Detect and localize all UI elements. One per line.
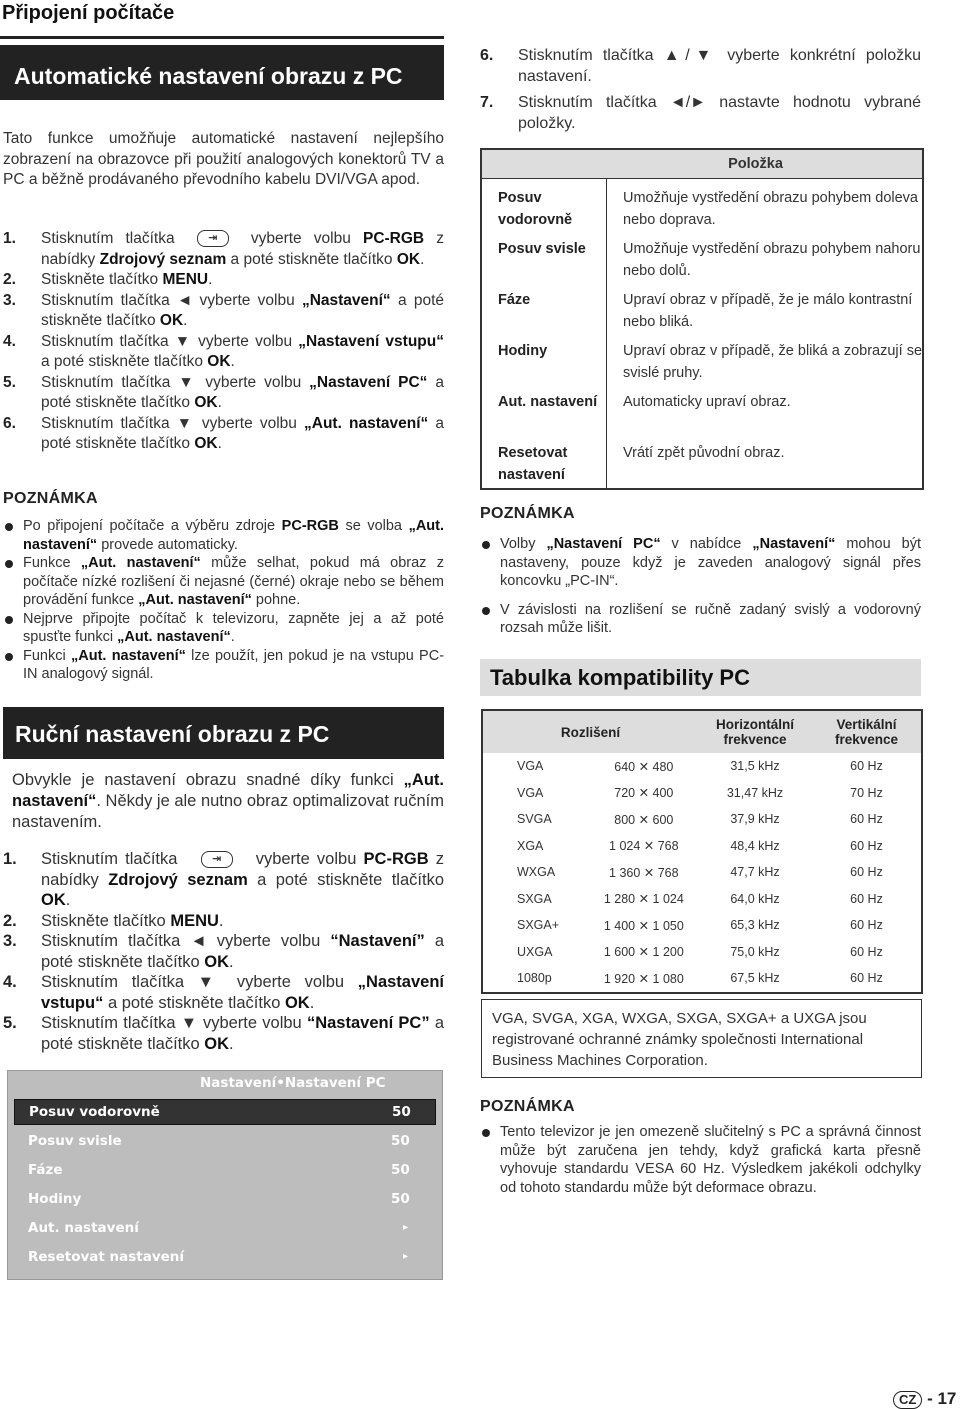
note-bold: „Nastavení“	[752, 536, 836, 552]
cell-h: 67,5 kHz	[730, 971, 780, 986]
cell-v: 60 Hz	[850, 971, 883, 986]
note-bold: „Nastavení PC“	[546, 536, 661, 552]
table-key: Fáze	[481, 284, 607, 335]
step-number: 4.	[3, 332, 16, 350]
table-row	[482, 806, 922, 833]
cell-res: 1 920 ✕ 1 080	[603, 971, 684, 986]
menu-title: Nastavení•Nastavení PC	[200, 1075, 386, 1091]
step-text: .	[218, 911, 224, 930]
step-number: 2.	[3, 271, 16, 288]
step-bold: „Nastavení“	[301, 291, 391, 309]
cell-h: 31,5 kHz	[730, 759, 780, 774]
step-bold: MENU	[162, 271, 209, 288]
intro-text: . Někdy je ale nutno obraz optimalizovat ručním nastavením.	[12, 792, 444, 831]
step-text: a poté stiskněte tlačítko	[41, 414, 444, 452]
items-table-header: Položka	[481, 149, 923, 179]
note-text: pohne.	[255, 592, 301, 608]
menu-row-label: Fáze	[28, 1162, 63, 1178]
auto-step-5	[3, 373, 444, 414]
note-bold: „Aut. nastavení“	[138, 592, 252, 608]
page-title: Připojení počítače	[2, 2, 175, 24]
cell-v: 60 Hz	[850, 944, 883, 959]
right-note-1	[480, 535, 921, 591]
table-row	[482, 965, 922, 993]
note-bold: „Aut. nastavení“	[71, 647, 186, 664]
table-value: Upraví obraz v případě, že je málo kontrastní nebo bliká.	[623, 292, 913, 330]
cell-mode: 1080p	[517, 971, 552, 986]
step-text: .	[229, 952, 234, 971]
bottom-notes	[480, 1123, 921, 1197]
step-number: 5.	[3, 1014, 17, 1032]
step-bold: Zdrojový seznam	[108, 870, 248, 889]
menu-row-label: Hodiny	[28, 1191, 82, 1207]
table-row	[481, 335, 923, 386]
table-value: Umožňuje vystředění obrazu pohybem doleva nebo doprava.	[623, 190, 918, 228]
col-resolution: Rozlišení	[482, 710, 698, 753]
step-text: z nabídky	[41, 850, 445, 889]
table-row	[481, 284, 923, 335]
table-value: Vrátí zpět původní obraz.	[623, 445, 785, 461]
step-bold: PC-RGB	[363, 850, 429, 868]
step-bold: OK	[194, 435, 218, 452]
manual-steps	[3, 849, 444, 1054]
col-vertical: Vertikální frekvence	[812, 710, 922, 753]
cell-mode: VGA	[517, 785, 544, 800]
table-row	[482, 780, 922, 807]
step-text: Stisknutím tlačítka ◄ vyberte volbu	[41, 291, 295, 309]
note-text: lze použít, jen pokud je na vstupu PC-IN analogový signál.	[23, 647, 445, 682]
cell-mode: VGA	[517, 759, 544, 774]
step-bold: OK	[159, 312, 184, 329]
table-row	[481, 233, 923, 284]
step-text: Stiskněte tlačítko	[41, 271, 159, 288]
note-text: .	[230, 629, 235, 645]
menu-row-label: Posuv vodorovně	[29, 1104, 160, 1120]
right-note-2	[480, 601, 921, 638]
step-text: Stiskněte tlačítko	[41, 911, 166, 930]
cell-v: 70 Hz	[850, 785, 883, 800]
table-row	[481, 386, 923, 437]
step-bold: OK	[284, 993, 310, 1012]
note-text: Tento televizor je jen omezeně slučitelný s PC a správná činnost může být zaručena jen tehdy, když grafická karta přesně vyhovuje standardu VESA 60 Hz. Výsledkem jakékoli odchylky od tohoto standardu může být deformace obrazu.	[500, 1124, 921, 1196]
step-text: .	[217, 394, 222, 411]
input-source-icon: ⇥	[197, 230, 229, 247]
manual-intro	[12, 770, 444, 833]
auto-step-4	[3, 332, 444, 373]
compat-heading	[480, 659, 921, 696]
step-text: Stisknutím tlačítka ▼ vyberte volbu	[41, 332, 293, 350]
cell-v: 60 Hz	[850, 838, 883, 853]
intro-bold: „Aut. nastavení“	[12, 771, 444, 810]
cell-h: 75,0 kHz	[730, 944, 780, 959]
right-notes	[480, 535, 921, 638]
note-text: V závislosti na rozlišení se ručně zadaný svislý a vodorovný rozsah může lišit.	[500, 601, 921, 636]
table-row	[482, 886, 922, 913]
step-number: 3.	[3, 932, 17, 950]
cell-h: 31,47 kHz	[726, 785, 784, 800]
step-bold: “Nastavení PC”	[306, 1014, 430, 1032]
step-bold: PC-RGB	[362, 230, 425, 247]
cell-v: 60 Hz	[850, 759, 883, 774]
auto-note-3	[3, 610, 444, 647]
cell-res: 1 360 ✕ 768	[609, 865, 679, 880]
step-text: .	[230, 353, 235, 370]
note-text: v nabídce	[671, 536, 742, 552]
note-text: Funkci	[23, 647, 66, 664]
note-bold: „Aut. nastavení“	[23, 518, 445, 553]
table-row	[482, 753, 922, 780]
cell-res: 640 ✕ 480	[614, 759, 674, 774]
menu-row-aut-nastaveni[interactable]	[14, 1216, 434, 1240]
step-number: 6.	[480, 47, 494, 64]
step-bold: OK	[396, 250, 421, 268]
step-text: .	[217, 435, 222, 452]
auto-note-1	[3, 517, 444, 554]
items-table	[480, 148, 924, 490]
step-text: a poté stiskněte tlačítko	[41, 353, 203, 370]
cell-v: 60 Hz	[850, 812, 883, 827]
note-bold: PC-RGB	[281, 518, 339, 534]
right-note-heading: POZNÁMKA	[480, 505, 575, 522]
auto-note-heading: POZNÁMKA	[3, 490, 98, 507]
step-text: .	[208, 271, 213, 288]
cell-mode: SXGA	[517, 891, 552, 906]
cell-res: 1 280 ✕ 1 024	[603, 892, 684, 907]
manual-step-5	[3, 1013, 444, 1054]
auto-notes	[3, 517, 444, 684]
manual-step-7	[480, 93, 921, 134]
table-key: Hodiny	[481, 335, 607, 386]
cell-mode: SXGA+	[517, 918, 560, 933]
table-key: Aut. nastavení	[481, 386, 607, 437]
menu-row-value: 50	[392, 1104, 411, 1120]
step-text: a poté stiskněte tlačítko	[107, 993, 281, 1012]
cell-h: 37,9 kHz	[730, 812, 780, 827]
menu-row-value: 50	[391, 1133, 410, 1149]
auto-note-2	[3, 554, 444, 610]
menu-row-value: 50	[391, 1191, 410, 1207]
step-text: Stisknutím tlačítka ▼ vyberte volbu	[41, 414, 297, 432]
step-number: 6.	[3, 414, 16, 432]
pc-settings-menu	[7, 1070, 443, 1280]
compat-table	[481, 709, 923, 994]
input-source-icon: ⇥	[201, 851, 233, 868]
manual-heading: Ruční nastavení obrazu z PC	[3, 707, 444, 759]
note-text: Nejprve připojte počítač k televizoru, zapněte jej a až poté spusťte funkci	[23, 610, 444, 645]
step-bold: “Nastavení”	[330, 932, 425, 950]
step-text: Stisknutím tlačítka ▼ vyberte volbu	[41, 973, 345, 991]
manual-steps-cont	[480, 46, 921, 134]
step-text: Stisknutím tlačítka	[41, 230, 175, 247]
table-value: Umožňuje vystředění obrazu pohybem nahoru nebo dolů.	[623, 241, 921, 279]
bottom-note-1	[480, 1123, 921, 1197]
menu-row-posuv-vodorovne[interactable]	[14, 1099, 436, 1125]
step-bold: Zdrojový seznam	[99, 250, 227, 268]
cell-res: 1 400 ✕ 1 050	[603, 918, 684, 933]
manual-step-4	[3, 972, 444, 1013]
step-text: Stisknutím tlačítka	[41, 850, 178, 868]
cell-res: 1 600 ✕ 1 200	[603, 945, 684, 960]
cell-mode: WXGA	[517, 865, 556, 880]
manual-step-6	[480, 46, 921, 87]
intro-text: Obvykle je nastavení obrazu snadné díky funkci	[12, 771, 394, 789]
table-row	[482, 833, 922, 860]
cell-mode: UXGA	[517, 944, 553, 959]
step-bold: „Nastavení PC“	[309, 373, 428, 391]
step-bold: OK	[207, 353, 231, 370]
step-number: 3.	[3, 291, 16, 309]
cell-mode: XGA	[517, 838, 544, 853]
table-row	[481, 437, 923, 489]
auto-step-3	[3, 291, 444, 332]
step-number: 2.	[3, 911, 17, 930]
table-row	[482, 912, 922, 939]
page-footer	[893, 1389, 956, 1409]
step-text: a poté stiskněte tlačítko	[257, 870, 444, 889]
step-number: 5.	[3, 373, 16, 391]
note-text: Funkce	[23, 555, 71, 571]
menu-row-label: Posuv svisle	[28, 1133, 122, 1149]
note-text: se volba	[345, 518, 402, 534]
menu-row-label: Resetovat nastavení	[28, 1249, 185, 1265]
chevron-right-icon: ▸	[403, 1222, 409, 1233]
cell-res: 800 ✕ 600	[614, 812, 674, 827]
step-bold: OK	[194, 394, 218, 411]
step-text: .	[229, 1034, 234, 1053]
manual-step-3	[3, 931, 444, 972]
step-text: Stisknutím tlačítka ◄/► nastavte hodnotu vybrané položky.	[518, 94, 921, 132]
step-text: Stisknutím tlačítka ▲/▼ vyberte konkrétní položku nastavení.	[518, 47, 921, 85]
menu-row-posuv-svisle[interactable]	[14, 1129, 434, 1153]
step-number: 1.	[3, 850, 17, 868]
step-text: a poté stiskněte tlačítko	[41, 373, 444, 411]
cell-mode: SVGA	[517, 812, 552, 827]
auto-intro: Tato funkce umožňuje automatické nastavení nejlepšího zobrazení na obrazovce při použití analogových konektorů TV a PC a běžně prodávaného převodního kabelu DVI/VGA apod.	[3, 130, 444, 188]
step-bold: „Aut. nastavení“	[304, 414, 429, 432]
table-row	[481, 179, 923, 234]
step-text: a poté stiskněte tlačítko	[41, 1014, 444, 1053]
menu-row-value: 50	[391, 1162, 410, 1178]
step-text: vyberte volbu	[250, 230, 351, 247]
step-bold: „Nastavení vstupu“	[41, 973, 444, 1012]
menu-row-label: Aut. nastavení	[28, 1220, 139, 1236]
step-text: a poté stiskněte tlačítko	[41, 291, 444, 329]
manual-step-2	[3, 911, 444, 932]
manual-step-1	[3, 849, 444, 911]
note-text: může selhat, pokud má obraz z počítače nízké rozlišení či nejasné (černé) okraje nebo se během provádění funkce	[23, 555, 444, 608]
step-text: .	[183, 312, 188, 329]
step-text: Stisknutím tlačítka ▼ vyberte volbu	[41, 1014, 302, 1032]
step-text: .	[65, 891, 71, 909]
step-bold: OK	[41, 891, 66, 909]
chevron-right-icon: ▸	[403, 1251, 409, 1262]
auto-note-4	[3, 647, 444, 684]
auto-heading: Automatické nastavení obrazu z PC	[0, 45, 444, 100]
auto-step-6	[3, 414, 444, 455]
cell-v: 60 Hz	[850, 891, 883, 906]
step-text: .	[420, 250, 425, 268]
note-bold: „Aut. nastavení“	[117, 629, 231, 645]
table-value: Upraví obraz v případě, že bliká a zobrazují se svislé pruhy.	[623, 343, 923, 381]
auto-steps	[3, 229, 444, 455]
trademark-box: VGA, SVGA, XGA, WXGA, SXGA, SXGA+ a UXGA jsou registrované ochranné známky společnosti International Business Machines Corporation.	[481, 999, 922, 1078]
note-text: mohou být nastaveny, pouze když je zaveden analogový signál přes koncovku „PC-IN“.	[500, 536, 921, 589]
table-key: Posuv svisle	[481, 233, 607, 284]
cell-h: 48,4 kHz	[730, 838, 780, 853]
table-row	[482, 939, 922, 966]
step-number: 4.	[3, 973, 17, 991]
table-row	[482, 859, 922, 886]
cell-h: 64,0 kHz	[730, 891, 780, 906]
cell-res: 1 024 ✕ 768	[609, 839, 679, 854]
menu-row-hodiny[interactable]	[14, 1187, 434, 1211]
page-number: - 17	[927, 1389, 957, 1408]
note-bold: „Aut. nastavení“	[80, 555, 201, 571]
table-value: Automaticky upraví obraz.	[623, 394, 791, 410]
step-text: z nabídky	[41, 230, 444, 268]
bottom-note-heading: POZNÁMKA	[480, 1098, 575, 1115]
cell-res: 720 ✕ 400	[614, 786, 674, 801]
step-number: 7.	[480, 94, 494, 111]
menu-row-faze[interactable]	[14, 1158, 434, 1182]
auto-step-1	[3, 229, 444, 270]
step-bold: MENU	[170, 911, 219, 930]
note-text: provede automaticky.	[101, 536, 238, 553]
step-text: .	[309, 993, 315, 1012]
step-bold: OK	[204, 1034, 230, 1053]
compat-heading-text: Tabulka kompatibility PC	[490, 665, 750, 690]
title-rule	[0, 36, 444, 39]
table-key: Posuv vodorovně	[481, 179, 607, 234]
cell-v: 60 Hz	[850, 865, 883, 880]
step-text: a poté stiskněte tlačítko	[230, 250, 393, 268]
cell-h: 65,3 kHz	[730, 918, 780, 933]
step-text: Stisknutím tlačítka ◄ vyberte volbu	[41, 932, 321, 950]
cell-v: 60 Hz	[850, 918, 883, 933]
language-badge: CZ	[893, 1391, 922, 1409]
step-bold: OK	[204, 952, 230, 971]
cell-h: 47,7 kHz	[730, 865, 780, 880]
step-text: Stisknutím tlačítka ▼ vyberte volbu	[41, 373, 302, 391]
note-text: Po připojení počítače a výběru zdroje	[23, 518, 276, 534]
step-number: 1.	[3, 230, 16, 247]
col-horizontal: Horizontální frekvence	[698, 710, 812, 753]
menu-row-resetovat[interactable]	[14, 1245, 434, 1269]
auto-step-2	[3, 270, 444, 291]
note-text: Volby	[500, 536, 536, 552]
step-text: a poté stiskněte tlačítko	[41, 932, 444, 971]
step-text: vyberte volbu	[255, 850, 357, 868]
step-bold: „Nastavení vstupu“	[298, 332, 444, 350]
table-key: Resetovat nastavení	[481, 437, 607, 489]
